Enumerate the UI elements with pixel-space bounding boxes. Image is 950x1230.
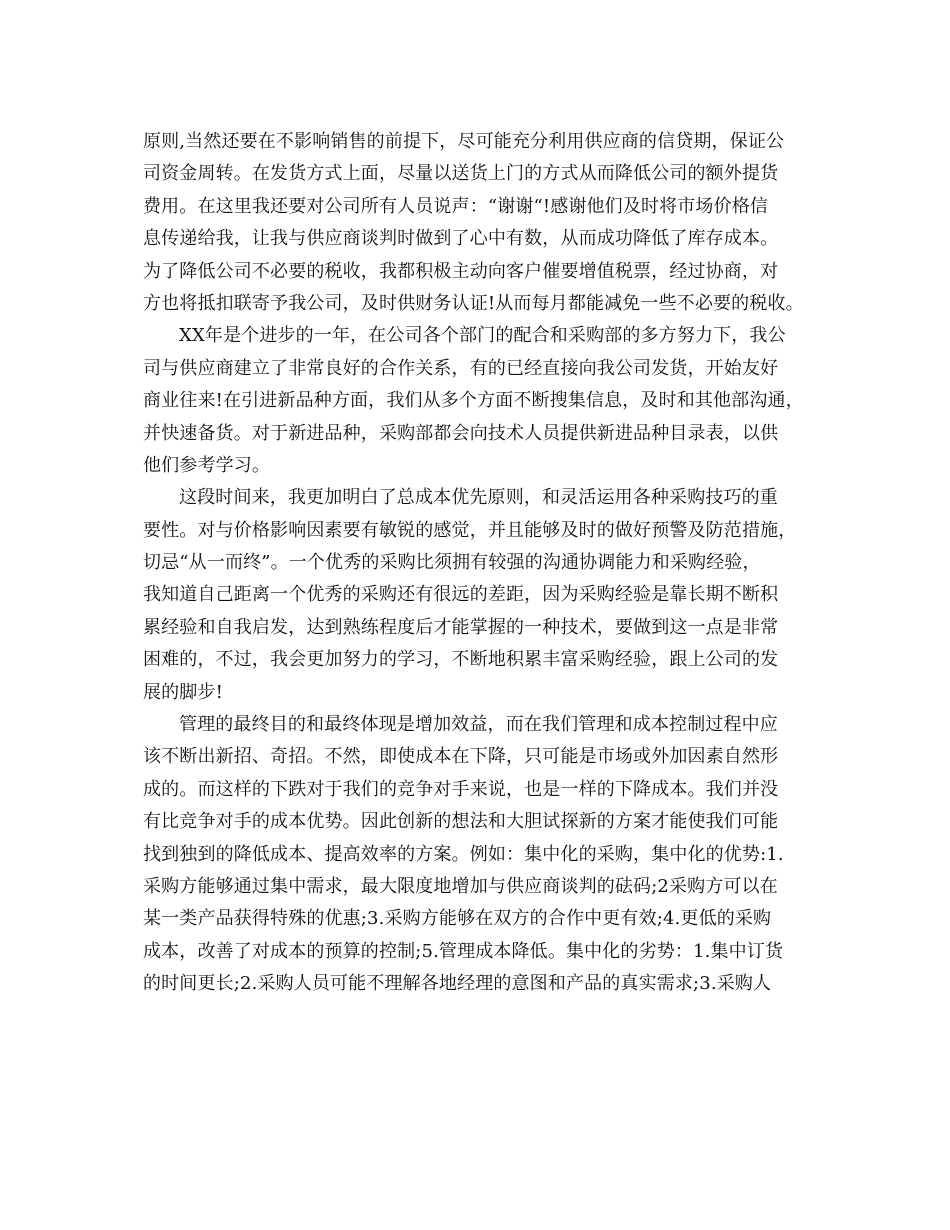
text-line: 有比竞争对手的成本优势。因此创新的想法和大胆试探新的方案才能使我们可能 [143, 811, 779, 833]
text-line: 方也将抵扣联寄予我公司，及时供财务认证!从而每月都能减免一些不必要的税收。 [143, 292, 804, 314]
text-line: 成的。而这样的下跌对于我们的竞争对手来说，也是一样的下降成本。我们并没 [143, 778, 779, 800]
text-line: 该不断出新招、奇招。不然，即使成本在下降，只可能是市场或外加因素自然形 [143, 746, 779, 768]
text-line: 他们参考学习。 [143, 454, 271, 476]
text-line: 商业往来!在引进新品种方面，我们从多个方面不断搜集信息，及时和其他部沟通， [143, 390, 804, 412]
text-line: 我知道自己距离一个优秀的采购还有很远的差距，因为采购经验是靠长期不断积 [143, 584, 779, 606]
text-line: 困难的，不过，我会更加努力的学习，不断地积累丰富采购经验，跟上公司的发 [143, 649, 779, 671]
paragraph-first-line: XX年是个进步的一年，在公司各个部门的配合和采购部的多方努力下，我公 [179, 325, 786, 347]
text-line: 并快速备货。对于新进品种，采购部都会向技术人员提供新进品种目录表，以供 [143, 422, 779, 444]
text-line: 司资金周转。在发货方式上面，尽量以送货上门的方式从而降低公司的额外提货 [143, 163, 779, 185]
text-line: 为了降低公司不必要的税收，我都积极主动向客户催要增值税票，经过协商，对 [143, 260, 779, 282]
text-line: 某一类产品获得特殊的优惠;3.采购方能够在双方的合作中更有效;4.更低的采购 [143, 908, 772, 930]
paragraph-first-line: 这段时间来，我更加明白了总成本优先原则，和灵活运用各种采购技巧的重 [179, 487, 778, 509]
text-line: 成本，改善了对成本的预算的控制;5.管理成本降低。集中化的劣势：1.集中订货 [143, 940, 784, 962]
text-line: 的时间更长;2.采购人员可能不理解各地经理的意图和产品的真实需求;3.采购人 [143, 973, 772, 995]
document-body [143, 126, 823, 1001]
text-line: 息传递给我，让我与供应商谈判时做到了心中有数，从而成功降低了库存成本。 [143, 228, 779, 250]
text-line: 展的脚步! [143, 681, 223, 703]
paragraph-first-line: 管理的最终目的和最终体现是增加效益，而在我们管理和成本控制过程中应 [179, 714, 778, 736]
text-line: 切忌“从一而终”。一个优秀的采购比须拥有较强的沟通协调能力和采购经验， [143, 552, 761, 574]
text-line: 司与供应商建立了非常良好的合作关系，有的已经直接向我公司发货，开始友好 [143, 357, 779, 379]
text-line: 找到独到的降低成本、提高效率的方案。例如：集中化的采购，集中化的优势:1. [143, 843, 784, 865]
text-line: 累经验和自我启发，达到熟练程度后才能掌握的一种技术，要做到这一点是非常 [143, 616, 779, 638]
text-line: 费用。在这里我还要对公司所有人员说声：“谢谢“!感谢他们及时将市场价格信 [143, 195, 769, 217]
text-line: 要性。对与价格影响因素要有敏锐的感觉，并且能够及时的做好预警及防范措施， [143, 519, 797, 541]
text-line: 原则,当然还要在不影响销售的前提下，尽可能充分利用供应商的信贷期，保证公 [143, 131, 785, 152]
text-line: 采购方能够通过集中需求，最大限度地增加与供应商谈判的砝码;2采购方可以在 [143, 875, 778, 897]
